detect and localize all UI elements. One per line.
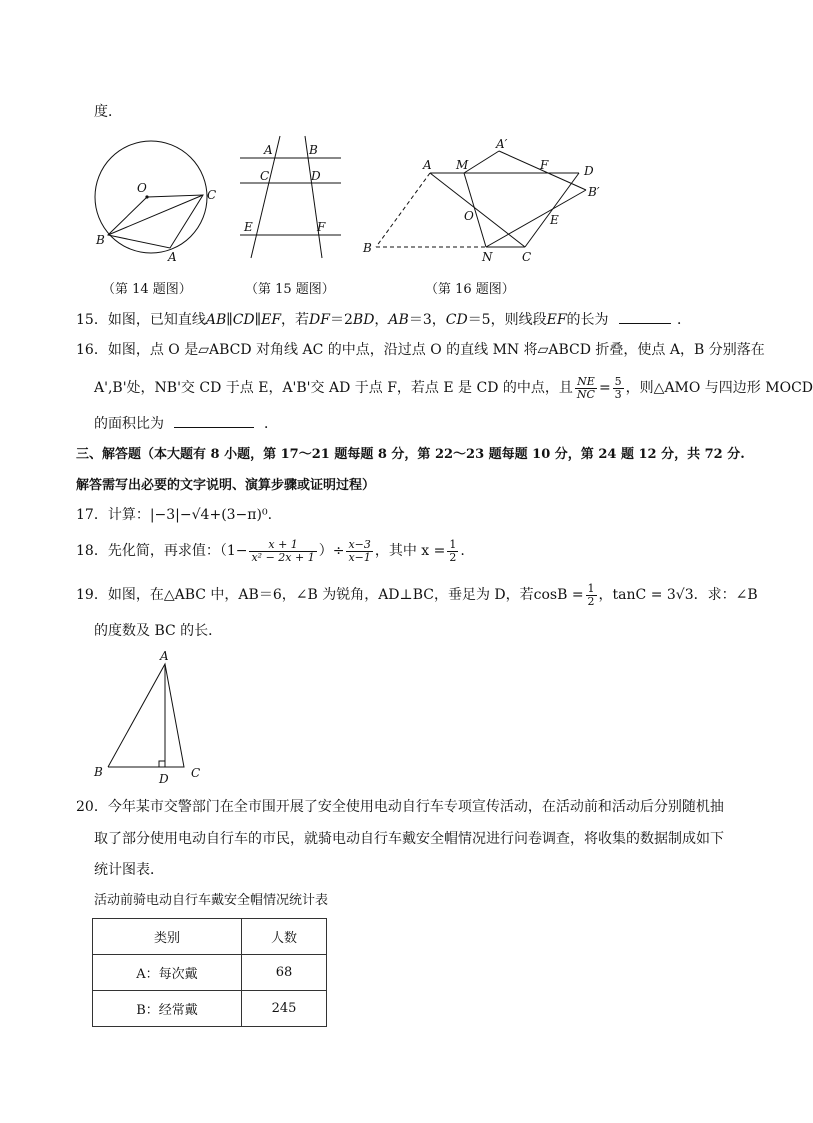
fraction-denominator: x² − 2x + 1: [251, 550, 315, 564]
fraction-numerator: 1: [449, 537, 457, 551]
figure-15-caption: （第 15 题图）: [245, 282, 335, 297]
q15-text: AB∥CD∥EF: [205, 312, 282, 328]
fraction-expression: [346, 539, 372, 564]
q15-text: ＝2: [329, 312, 353, 328]
table-title: 活动前骑电动自行车戴安全帽情况统计表: [94, 893, 329, 908]
label-a: A: [168, 250, 177, 264]
q18-text: .: [460, 543, 465, 559]
q16-text: 如图，点 O 是▱ABCD 对角线 AC 的中点，沿过点 O 的直线 MN 将▱ABCD 折叠，使点 A，B 分别落在: [107, 342, 765, 358]
fraction-one-half: [447, 539, 458, 564]
answer-blank[interactable]: [174, 413, 254, 428]
label-a: A: [264, 143, 273, 157]
q15-text: AB: [388, 312, 409, 328]
q15-text: ．: [677, 312, 691, 328]
question-15: [76, 309, 691, 330]
question-20-line-2: 取了部分使用电动自行车的市民，就骑电动自行车戴安全帽情况进行问卷调查，将收集的数据制成如下: [94, 831, 724, 847]
q16-text: =: [598, 380, 611, 396]
line-dc: [525, 173, 579, 247]
label-a: A: [423, 158, 432, 172]
label-d: D: [159, 772, 169, 786]
question-20-line-1: [76, 797, 724, 817]
fraction-denominator: 3: [614, 387, 622, 401]
question-17: [76, 505, 272, 525]
line-ma2: [464, 151, 499, 173]
figure-16-fold-diagram: [358, 134, 608, 266]
triangle-abc: [108, 664, 184, 767]
label-e: E: [550, 213, 559, 227]
q15-text: ＝5，则线段: [467, 312, 547, 328]
label-d: D: [584, 164, 594, 178]
q15-text: CD: [445, 312, 468, 328]
fraction-ne-nc: [575, 376, 597, 401]
figure-19-triangle-diagram: [90, 648, 210, 786]
q18-text: 先化简，再求值：（1−: [107, 543, 248, 559]
q18-text: ，其中 x =: [374, 543, 446, 559]
fraction-denominator: 2: [449, 550, 457, 564]
fraction-numerator: NE: [575, 376, 597, 389]
label-c: C: [191, 766, 201, 780]
label-o: O: [464, 209, 474, 223]
q15-text: 的长为: [566, 312, 609, 328]
figure-14-caption: （第 14 题图）: [102, 282, 192, 297]
q20-number: 20．: [76, 799, 108, 815]
center-point: [145, 195, 148, 198]
q16-number: 16．: [76, 342, 108, 358]
table-cell: A：每次戴: [93, 955, 242, 991]
label-f: F: [540, 158, 549, 172]
q15-text: 如图，已知直线: [107, 312, 206, 328]
table-row: [93, 991, 327, 1027]
fraction-denominator: x−1: [348, 550, 371, 564]
fraction-expression: [249, 539, 316, 564]
q19-number: 19．: [76, 587, 108, 603]
q15-text: EF: [546, 312, 567, 328]
figure-15-parallel-lines-diagram: [235, 132, 345, 262]
table-row: [93, 955, 327, 991]
question-18: [76, 534, 465, 568]
q16-text: 的面积比为: [94, 416, 164, 432]
q16-text: ．: [264, 416, 278, 432]
diagonal-ac: [430, 173, 525, 247]
quad-lines: [108, 195, 203, 248]
label-d: D: [311, 169, 321, 183]
q15-text: BD: [352, 312, 375, 328]
q17-number: 17．: [76, 507, 108, 523]
question-16-line-3: [94, 413, 278, 434]
label-c: C: [522, 250, 532, 264]
fraction-denominator: 2: [587, 594, 595, 608]
section-3-heading: 三、解答题（本大题有 8 小题，第 17～21 题每题 8 分，第 22～23 题每题 10 分，第 24 题 12 分，共 72 分.: [76, 447, 745, 462]
table-cell: B：经常戴: [93, 991, 242, 1027]
label-m: M: [456, 158, 469, 172]
q15-text: ＝3，: [408, 312, 446, 328]
figure-16-caption: （第 16 题图）: [425, 282, 515, 297]
label-b: B: [363, 241, 372, 255]
q19-text: ，tanC = 3√3．求：∠B: [598, 587, 758, 603]
question-19-line-2: 的度数及 BC 的长．: [94, 623, 223, 639]
label-o: O: [137, 181, 147, 195]
label-e: E: [244, 220, 253, 234]
fraction-numerator: 1: [587, 581, 595, 595]
fraction-5-3: [613, 376, 624, 401]
label-f: F: [317, 220, 326, 234]
question-19-line-1: [76, 578, 758, 612]
label-b: B: [309, 143, 318, 157]
question-20-line-3: 统计图表．: [94, 862, 164, 878]
q16-text: ，则△AMO 与四边形 MOCD: [625, 380, 813, 396]
label-a: A: [160, 649, 169, 663]
q15-text: DF: [309, 312, 330, 328]
table-header-row: [93, 919, 327, 955]
q16-text: A',B'处，NB'交 CD 于点 E，A'B'交 AD 于点 F，若点 E 是 CD 的中点，且: [94, 380, 573, 396]
fraction-numerator: 5: [614, 374, 622, 388]
q17-text: 计算：|−3|−√4+(3−π)⁰.: [107, 507, 273, 523]
q15-text: ，: [374, 312, 389, 328]
q15-text: ，若: [281, 312, 310, 328]
right-angle-mark: [159, 761, 165, 767]
question-16-line-1: [76, 340, 765, 360]
fraction-one-half: [586, 583, 597, 608]
label-n: N: [482, 250, 493, 264]
q18-number: 18．: [76, 543, 108, 559]
survey-table: [92, 918, 327, 1027]
fraction-numerator: x−3: [348, 537, 371, 551]
q19-text: 如图，在△ABC 中，AB＝6，∠B 为锐角，AD⊥BC，垂足为 D，若cosB =: [107, 587, 584, 603]
chord-bc: [108, 195, 203, 235]
label-b-prime: B′: [588, 185, 600, 199]
figure-14-circle-diagram: [88, 136, 228, 266]
continued-text: 度．: [94, 104, 122, 120]
answer-blank[interactable]: [619, 309, 671, 324]
question-16-line-2: [94, 371, 813, 405]
label-b: B: [94, 765, 103, 779]
q20-text: 今年某市交警部门在全市围开展了安全使用电动自行车专项宣传活动，在活动前和活动后分别随机抽: [107, 799, 724, 815]
label-a-prime: A′: [496, 137, 508, 151]
table-header-cell: 人数: [242, 919, 327, 955]
label-b: B: [96, 233, 105, 247]
label-c: C: [260, 169, 270, 183]
table-header-cell: 类别: [93, 919, 242, 955]
line-b2n: [486, 190, 586, 247]
fraction-numerator: x + 1: [249, 539, 316, 552]
table-cell: 68: [242, 955, 327, 991]
q15-number: 15．: [76, 312, 108, 328]
dashed-ab: [376, 173, 430, 247]
table-cell: 245: [242, 991, 327, 1027]
label-c: C: [207, 188, 217, 202]
q18-text: ）÷: [318, 543, 345, 559]
fraction-denominator: NC: [576, 387, 595, 401]
section-3-instructions: 解答需写出必要的文字说明、演算步骤或证明过程）: [76, 478, 376, 493]
